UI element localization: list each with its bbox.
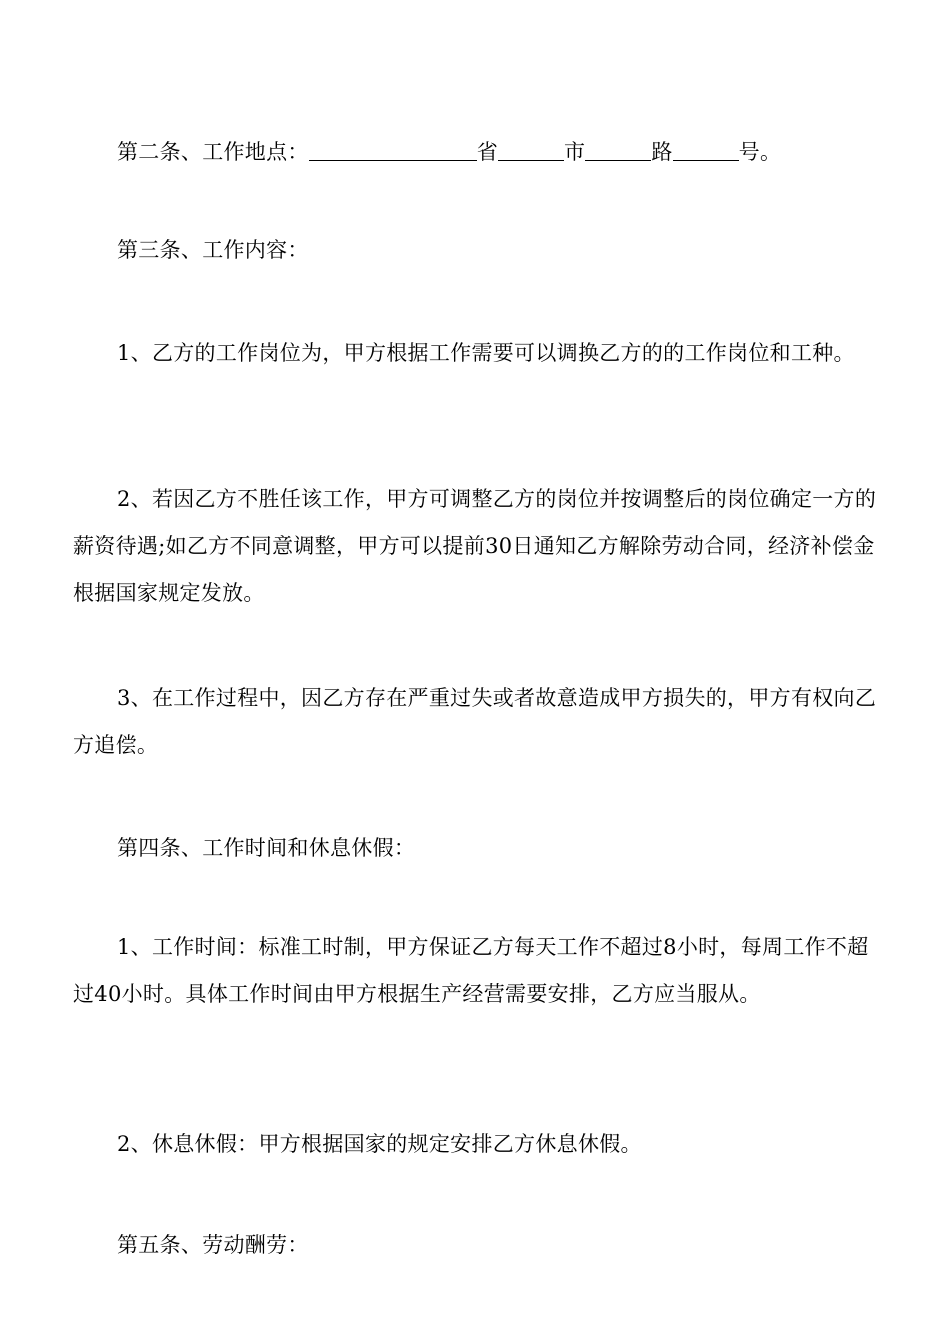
province-blank (309, 140, 477, 161)
number-label: 号。 (738, 140, 782, 164)
number-blank (673, 140, 739, 161)
article-4-item-2: 2、休息休假：甲方根据国家的规定安排乙方休息休假。 (117, 1132, 642, 1156)
city-blank (498, 140, 564, 161)
article-2-prefix: 第二条、工作地点： (117, 140, 309, 164)
article-5-heading: 第五条、劳动酬劳： (117, 1233, 309, 1257)
road-label: 路 (651, 140, 673, 164)
city-label: 市 (564, 140, 586, 164)
province-label: 省 (476, 140, 499, 164)
article-3-item-2: 2、若因乙方不胜任该工作，甲方可调整乙方的岗位并按调整后的岗位确定一方的薪资待遇;如乙方不同意调整，甲方可以提前30日通知乙方解除劳动合同，经济补偿金根据国家规定发放。 (73, 487, 877, 605)
article-4-item-1: 1、工作时间：标准工时制，甲方保证乙方每天工作不超过8小时，每周工作不超过40小时。具体工作时间由甲方根据生产经营需要安排，乙方应当服从。 (73, 935, 869, 1006)
article-2-work-location (73, 129, 879, 176)
road-blank (585, 140, 651, 161)
article-4-heading: 第四条、工作时间和休息休假： (117, 836, 416, 860)
article-3-heading: 第三条、工作内容： (117, 238, 309, 262)
article-3-item-3: 3、在工作过程中，因乙方存在严重过失或者故意造成甲方损失的，甲方有权向乙方追偿。 (73, 686, 877, 757)
article-3-item-1: 1、乙方的工作岗位为，甲方根据工作需要可以调换乙方的的工作岗位和工种。 (117, 341, 855, 365)
